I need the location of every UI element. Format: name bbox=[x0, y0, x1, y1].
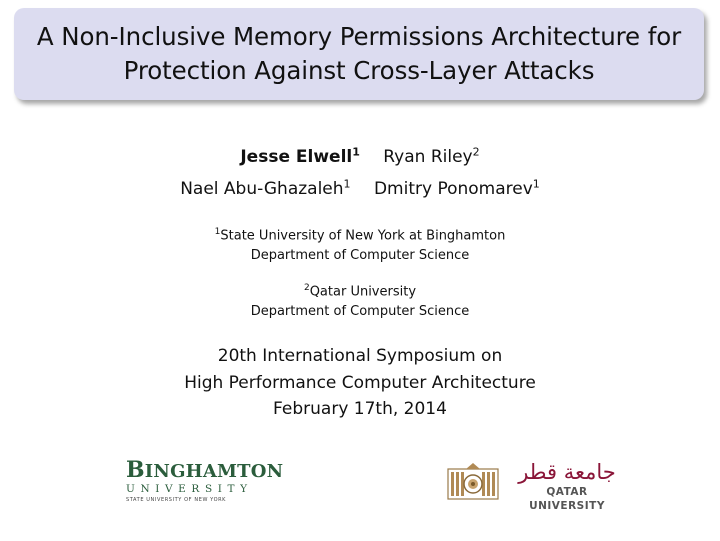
author-ryan-riley: Ryan Riley$^2$ bbox=[383, 145, 480, 167]
event-line-1: 20th International Symposium on bbox=[217, 346, 503, 366]
binghamton-name: BINGHAMTON bbox=[126, 457, 284, 483]
event-line-2: High Performance Computer Architecture bbox=[184, 372, 536, 393]
binghamton-university-word: UNIVERSITY bbox=[126, 483, 253, 495]
qatar-university-logo bbox=[446, 459, 626, 512]
author-dmitry-ponomarev: Dmitry Ponomarev$^1$ bbox=[373, 177, 540, 200]
qatar-university-arabic: جامعة قطر bbox=[518, 460, 616, 484]
affiliation-2 bbox=[0, 278, 720, 322]
title-line-1: A Non-Inclusive Memory Permissions Architecture for bbox=[36, 22, 682, 51]
affiliation-1-institution: $^1$State University of New York at Binghamton bbox=[214, 227, 506, 244]
affiliation-1-department: Department of Computer Science bbox=[250, 248, 470, 264]
binghamton-university-logo bbox=[126, 457, 284, 504]
affiliation-1 bbox=[0, 222, 720, 266]
author-jesse-elwell: Jesse Elwell$^1$ bbox=[240, 145, 360, 167]
event-date: February 17th, 2014 bbox=[273, 399, 447, 419]
authors bbox=[0, 138, 720, 203]
author-row-1 bbox=[0, 138, 720, 171]
event-info bbox=[0, 343, 720, 423]
qatar-university-emblem-icon bbox=[446, 461, 500, 501]
author-row-2 bbox=[0, 171, 720, 204]
affiliation-2-department: Department of Computer Science bbox=[250, 304, 470, 320]
qatar-university-english: QATAR UNIVERSITY bbox=[529, 486, 605, 512]
title-box bbox=[14, 8, 704, 100]
binghamton-subtitle: STATE UNIVERSITY OF NEW YORK bbox=[126, 497, 227, 503]
affiliation-2-institution: $^2$Qatar University bbox=[303, 283, 417, 300]
title-line-2: Protection Against Cross-Layer Attacks bbox=[123, 56, 595, 85]
author-nael-abu-ghazaleh: Nael Abu-Ghazaleh$^1$ bbox=[180, 177, 351, 200]
